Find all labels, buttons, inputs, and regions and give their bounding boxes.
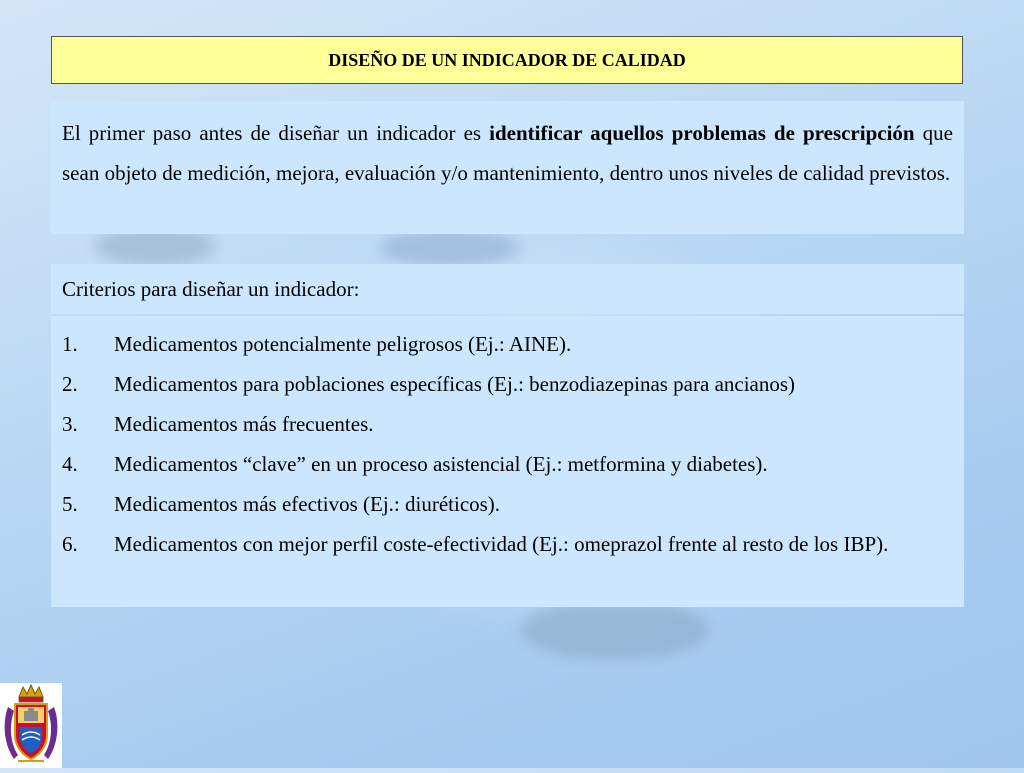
intro-text-part2: que sean objeto de medición, mejora, evaluación y/o mantenimiento, dentro unos niveles de calidad previstos. — [62, 121, 953, 185]
list-item-number: 5. — [62, 492, 78, 516]
slide-title — [51, 36, 963, 84]
list-item-text: Medicamentos potencialmente peligrosos (Ej.: AINE). — [114, 332, 572, 356]
background-blob — [380, 230, 520, 266]
list-item — [62, 444, 953, 484]
list-item-text: Medicamentos “clave” en un proceso asistencial (Ej.: metformina y diabetes). — [114, 452, 768, 476]
coat-of-arms-icon — [0, 683, 62, 768]
intro-text-part1: El primer paso antes de diseñar un indicador es — [62, 121, 490, 145]
slide-title-text: DISEÑO DE UN INDICADOR DE CALIDAD — [328, 49, 686, 70]
criteria-heading — [51, 264, 964, 314]
list-item-text: Medicamentos para poblaciones específicas (Ej.: benzodiazepinas para ancianos) — [114, 372, 796, 396]
list-item-number: 4. — [62, 452, 78, 476]
list-item-text: Medicamentos más efectivos (Ej.: diuréticos). — [114, 492, 501, 516]
list-item — [62, 524, 953, 564]
list-item-number: 6. — [62, 532, 78, 556]
list-item — [62, 484, 953, 524]
list-item — [62, 404, 953, 444]
list-item — [62, 364, 953, 404]
list-item-number: 2. — [62, 372, 78, 396]
criteria-heading-text: Criterios para diseñar un indicador: — [62, 277, 360, 301]
intro-paragraph — [51, 101, 964, 234]
list-item-number: 3. — [62, 412, 78, 436]
list-item-number: 1. — [62, 332, 78, 356]
intro-text-bold: identificar aquellos problemas de prescripción — [489, 121, 915, 145]
background-blob — [520, 600, 710, 660]
list-item-text: Medicamentos con mejor perfil coste-efectividad (Ej.: omeprazol frente al resto de los IBP). — [114, 532, 889, 556]
list-item-text: Medicamentos más frecuentes. — [114, 412, 374, 436]
criteria-list — [51, 316, 964, 607]
list-item — [62, 324, 953, 364]
